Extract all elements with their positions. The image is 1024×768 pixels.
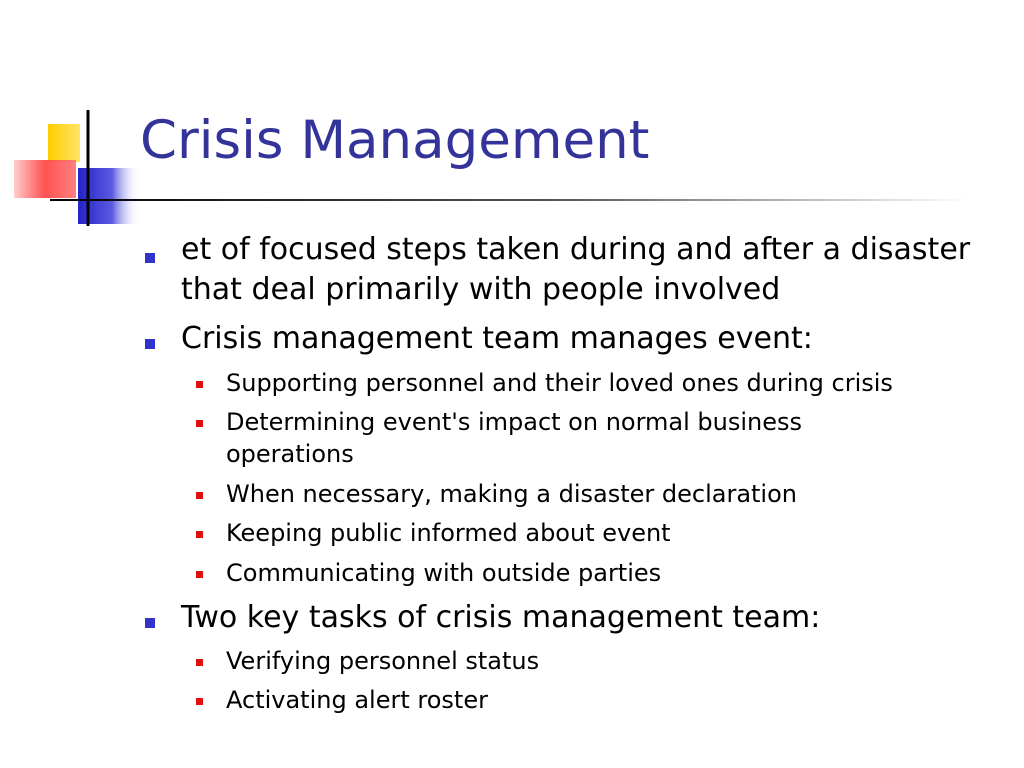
- bullet-text: Crisis management team manages event:: [181, 321, 813, 356]
- square-bullet-icon: [145, 618, 155, 628]
- square-bullet-icon: [145, 339, 155, 349]
- square-bullet-icon: [196, 492, 203, 499]
- square-bullet-icon: [196, 659, 203, 666]
- sub-bullet-item: [196, 645, 986, 677]
- square-bullet-icon: [196, 420, 203, 427]
- bullet-item: [145, 230, 985, 310]
- sub-bullet-item: [196, 557, 986, 589]
- square-bullet-icon: [196, 698, 203, 705]
- sub-bullet-item: [196, 478, 986, 510]
- square-bullet-icon: [145, 253, 155, 263]
- sub-bullet-item: [196, 367, 986, 399]
- square-bullet-icon: [196, 381, 203, 388]
- bullet-text: et of focused steps taken during and after a disaster that deal primarily with people involved: [181, 232, 971, 307]
- sub-bullet-item: [196, 684, 986, 716]
- bullet-item: [145, 598, 985, 638]
- sub-bullet-text: Supporting personnel and their loved ones during crisis: [226, 369, 893, 397]
- sub-bullet-text: Activating alert roster: [226, 686, 488, 714]
- bullet-text: Two key tasks of crisis management team:: [181, 600, 821, 635]
- sub-bullet-item: [196, 517, 986, 549]
- bullet-item: [145, 319, 985, 359]
- square-bullet-icon: [196, 571, 203, 578]
- slide-title: Crisis Management: [140, 110, 650, 171]
- sub-bullet-text: Keeping public informed about event: [226, 519, 671, 547]
- sub-bullet-text: Verifying personnel status: [226, 647, 540, 675]
- sub-bullet-item: [196, 406, 876, 470]
- sub-bullet-text: Communicating with outside parties: [226, 559, 662, 587]
- sub-bullet-text: Determining event's impact on normal business operations: [226, 408, 803, 468]
- square-bullet-icon: [196, 531, 203, 538]
- sub-bullet-text: When necessary, making a disaster declaration: [226, 480, 797, 508]
